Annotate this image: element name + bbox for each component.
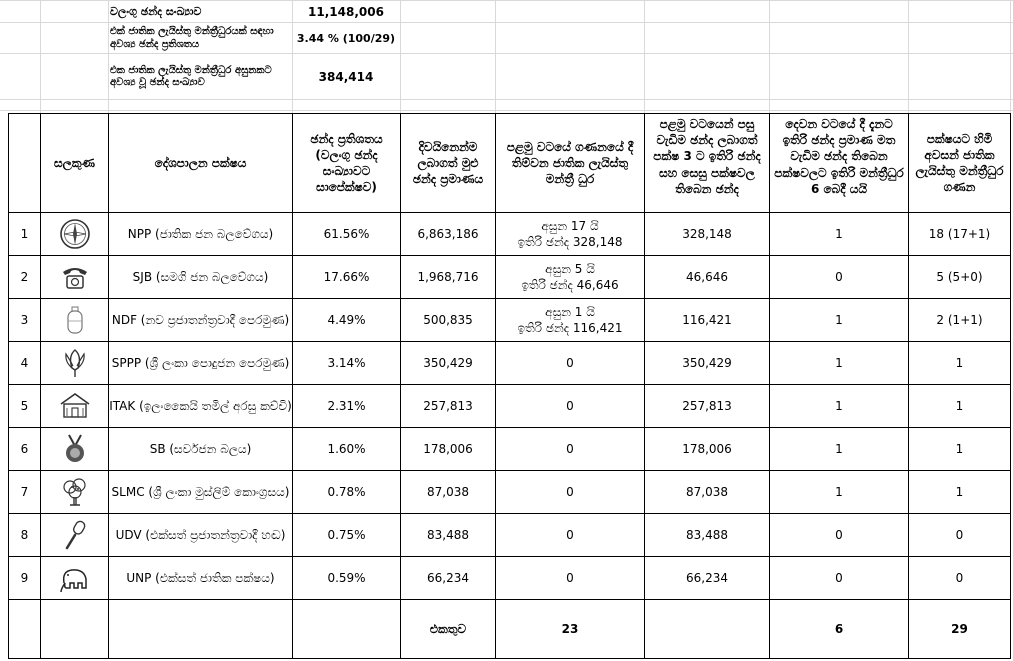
row-number: 4	[9, 342, 41, 385]
house-icon	[58, 389, 92, 423]
valid-votes-label: වලංගු ඡන්ද සංඛ්‍යාව	[110, 5, 202, 19]
first-round-seats-count: අසුන 5 යි	[545, 261, 595, 276]
final-seats: 1	[909, 385, 1011, 428]
vote-percentage: 4.49%	[293, 299, 401, 342]
vote-percentage: 17.66%	[293, 256, 401, 299]
party-symbol	[41, 428, 109, 471]
header-remaining-votes-label: පළමු වටයෙන් පසු වැඩිම ඡන්ද ලබාගත් පක්ෂ 3 ට ඉතිරි ඡන්ද සහ සෙසු පක්ෂවල තිබෙන ඡන්ද	[653, 117, 761, 196]
first-round-seats	[496, 213, 645, 256]
header-symbol-label: සලකුණ	[53, 155, 95, 170]
header-symbol	[41, 114, 109, 213]
second-round-seats: 1	[770, 299, 909, 342]
national-list-seat-table	[8, 113, 1011, 659]
remaining-votes: 116,421	[645, 299, 770, 342]
totals-blank	[109, 600, 293, 659]
first-round-remaining: ඉතිරි ඡන්ද 328,148	[517, 235, 623, 249]
second-round-seats: 1	[770, 385, 909, 428]
row-number: 8	[9, 514, 41, 557]
vote-percentage: 3.14%	[293, 342, 401, 385]
party-symbol	[41, 342, 109, 385]
row-number: 7	[9, 471, 41, 514]
elephant-icon	[58, 561, 92, 595]
final-seats: 1	[909, 471, 1011, 514]
table-row	[9, 514, 1011, 557]
second-round-seats: 0	[770, 514, 909, 557]
total-votes: 500,835	[401, 299, 496, 342]
header-final-seats-label: පක්ෂයට හිමි අවසන් ජාතික ලැයිස්තු මන්ත්‍රීධුර ගණන	[915, 131, 1004, 195]
medal-icon	[58, 432, 92, 466]
header-final-seats	[909, 114, 1011, 213]
total-votes: 66,234	[401, 557, 496, 600]
total-votes: 350,429	[401, 342, 496, 385]
total-votes: 83,488	[401, 514, 496, 557]
header-party	[109, 114, 293, 213]
first-round-seats: 0	[496, 385, 645, 428]
totals-blank	[9, 600, 41, 659]
final-seats: 1	[909, 428, 1011, 471]
header-total-votes-label: දිවයිනෙන්ම ලබාගත් මුළු ඡන්ද ප්‍රමාණය	[412, 139, 484, 187]
header-remaining-votes	[645, 114, 770, 213]
first-round-seats	[496, 299, 645, 342]
party-name: SB (සර්වජන බලය)	[109, 428, 293, 471]
first-round-seats-count: අසුන 1 යි	[545, 304, 595, 319]
first-round-seats	[496, 256, 645, 299]
seat-votes-label: එක ජාතික ලැයිස්තු මන්ත්‍රීධුර අසුනකට අවශ්‍ය වූ ඡන්ද සංඛ්‍යාව	[110, 64, 272, 88]
totals-blank	[645, 600, 770, 659]
remaining-votes: 257,813	[645, 385, 770, 428]
party-symbol	[41, 256, 109, 299]
microphone-icon	[58, 518, 92, 552]
totals-blank	[41, 600, 109, 659]
table-row	[9, 471, 1011, 514]
final-seats: 5 (5+0)	[909, 256, 1011, 299]
table-row	[9, 385, 1011, 428]
vote-percentage: 0.75%	[293, 514, 401, 557]
row-number: 9	[9, 557, 41, 600]
totals-label: එකතුව	[401, 600, 496, 659]
first-round-remaining: ඉතිරි ඡන්ද 46,646	[521, 278, 619, 292]
party-name: ITAK (ඉලංකෛයි තමිල් අරසු කච්චි)	[109, 385, 293, 428]
remaining-votes: 66,234	[645, 557, 770, 600]
final-seats: 0	[909, 514, 1011, 557]
totals-second-round: 6	[770, 600, 909, 659]
table-row	[9, 342, 1011, 385]
party-symbol	[41, 514, 109, 557]
final-seats: 0	[909, 557, 1011, 600]
second-round-seats: 0	[770, 256, 909, 299]
gas-cylinder-icon	[58, 303, 92, 337]
total-votes: 1,968,716	[401, 256, 496, 299]
first-round-seats: 0	[496, 557, 645, 600]
totals-blank	[293, 600, 401, 659]
party-name: SJB (සමගි ජන බලවේගය)	[109, 256, 293, 299]
vote-percentage: 0.59%	[293, 557, 401, 600]
remaining-votes: 178,006	[645, 428, 770, 471]
first-round-seats: 0	[496, 342, 645, 385]
final-seats: 18 (17+1)	[909, 213, 1011, 256]
row-number: 3	[9, 299, 41, 342]
party-symbol	[41, 385, 109, 428]
party-name: SLMC (ශ්‍රී ලංකා මුස්ලිම් කොංග්‍රසය)	[109, 471, 293, 514]
totals-first-round: 23	[496, 600, 645, 659]
remaining-votes: 46,646	[645, 256, 770, 299]
seat-percentage-label: එක් ජාතික ලැයිස්තු මන්ත්‍රීධුරයක් සඳහා අවශ්‍ය ඡන්ද ප්‍රතිශතය	[110, 26, 274, 50]
party-symbol	[41, 213, 109, 256]
totals-row	[9, 600, 1011, 659]
header-percentage-label: ඡන්ද ප්‍රතිශතය (වලංගු ඡන්ද සංඛ්‍යාවට සාපේක්ෂව)	[310, 131, 383, 195]
row-number: 1	[9, 213, 41, 256]
second-round-seats: 0	[770, 557, 909, 600]
second-round-seats: 1	[770, 428, 909, 471]
total-votes: 178,006	[401, 428, 496, 471]
vote-percentage: 61.56%	[293, 213, 401, 256]
first-round-seats: 0	[496, 471, 645, 514]
valid-votes-value: 11,148,006	[308, 4, 384, 19]
totals-final-seats: 29	[909, 600, 1011, 659]
header-second-round	[770, 114, 909, 213]
seat-percentage-value: 3.44 % (100/29)	[296, 31, 396, 45]
seat-votes-value: 384,414	[318, 69, 374, 84]
first-round-seats: 0	[496, 428, 645, 471]
header-total-votes	[401, 114, 496, 213]
header-second-round-label: දෙවන වටයේ දී දැනට ඉතිරි ඡන්ද ප්‍රමාණ මත වැඩිම ඡන්ද තිබෙන පක්ෂවලට ඉතිරි මන්ත්‍රීධුර 6 බෙදී යයි	[774, 117, 904, 196]
remaining-votes: 87,038	[645, 471, 770, 514]
remaining-votes: 83,488	[645, 514, 770, 557]
table-row	[9, 428, 1011, 471]
tree-icon	[58, 475, 92, 509]
row-number: 2	[9, 256, 41, 299]
vote-percentage: 2.31%	[293, 385, 401, 428]
lotus-bud-icon	[58, 346, 92, 380]
second-round-seats: 1	[770, 213, 909, 256]
row-number: 6	[9, 428, 41, 471]
party-symbol	[41, 471, 109, 514]
header-row	[9, 114, 1011, 213]
party-symbol	[41, 299, 109, 342]
first-round-remaining: ඉතිරි ඡන්ද 116,421	[517, 321, 623, 335]
header-first-round	[496, 114, 645, 213]
final-seats: 2 (1+1)	[909, 299, 1011, 342]
table-row	[9, 256, 1011, 299]
table-row	[9, 557, 1011, 600]
second-round-seats: 1	[770, 342, 909, 385]
telephone-icon	[58, 260, 92, 294]
table-row	[9, 299, 1011, 342]
party-name: UNP (එක්සත් ජාතික පක්ෂය)	[109, 557, 293, 600]
table-row	[9, 213, 1011, 256]
second-round-seats: 1	[770, 471, 909, 514]
party-name: NDF (නව ප්‍රජාතන්ත්‍රවාදී පෙරමුණ)	[109, 299, 293, 342]
total-votes: 257,813	[401, 385, 496, 428]
vote-percentage: 0.78%	[293, 471, 401, 514]
first-round-seats-count: අසුන 17 යි	[541, 218, 599, 233]
row-number: 5	[9, 385, 41, 428]
compass-icon	[58, 217, 92, 251]
total-votes: 87,038	[401, 471, 496, 514]
header-percentage	[293, 114, 401, 213]
header-no	[9, 114, 41, 213]
total-votes: 6,863,186	[401, 213, 496, 256]
party-name: UDV (එක්සත් ප්‍රජාතන්ත්‍රවාදී හඬ)	[109, 514, 293, 557]
party-symbol	[41, 557, 109, 600]
header-party-label: දේශපාලන පක්ෂය	[154, 155, 247, 170]
party-name: SPPP (ශ්‍රී ලංකා පොදුජන පෙරමුණ)	[109, 342, 293, 385]
final-seats: 1	[909, 342, 1011, 385]
header-first-round-label: පළමු වටයේ ගණනයේ දී තිම්වන ජාතික ලැයිස්තු මන්ත්‍රී ධුර	[506, 139, 634, 187]
remaining-votes: 350,429	[645, 342, 770, 385]
first-round-seats: 0	[496, 514, 645, 557]
remaining-votes: 328,148	[645, 213, 770, 256]
party-name: NPP (ජාතික ජන බලවේගය)	[109, 213, 293, 256]
vote-percentage: 1.60%	[293, 428, 401, 471]
